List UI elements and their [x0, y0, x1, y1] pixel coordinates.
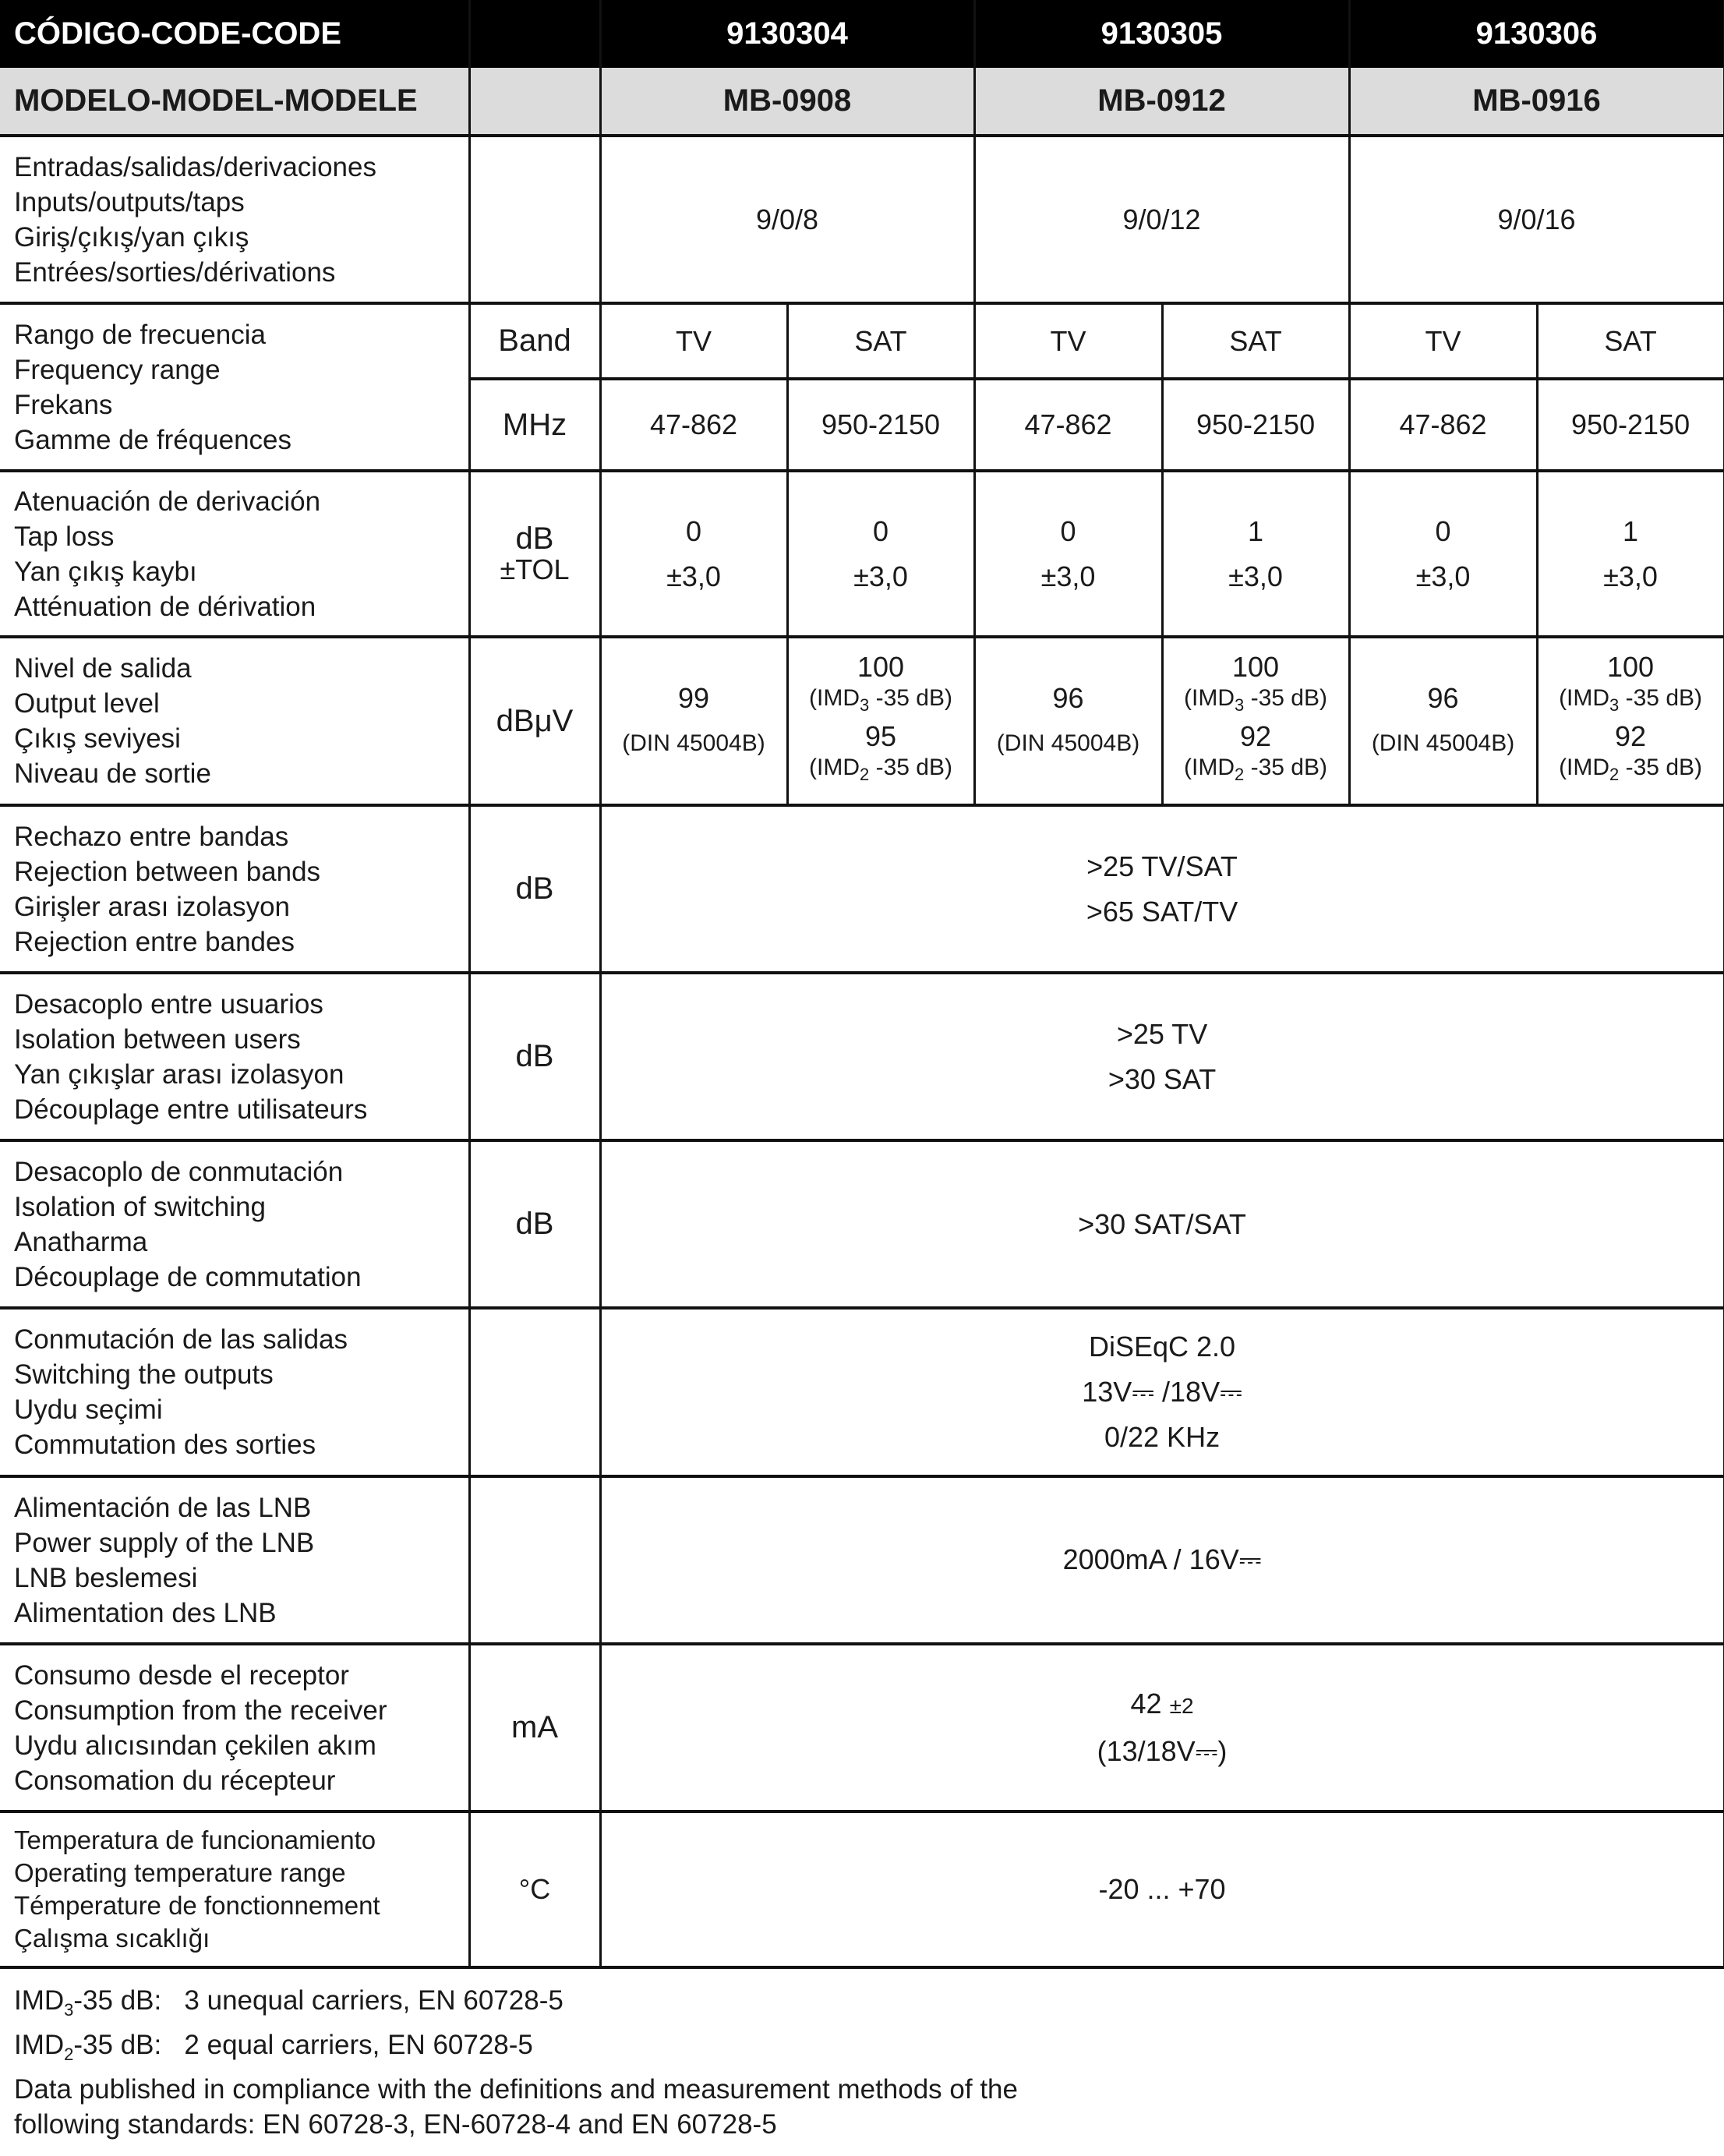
isolation-row — [0, 973, 1724, 1140]
model-3: MB-0916 — [1349, 68, 1724, 136]
unit-cell: dB — [469, 1140, 600, 1308]
unit-cell: dB — [469, 973, 600, 1140]
unit-mhz: MHz — [469, 379, 600, 471]
row-label: Consumo desde el receptor Consumption from the receiver Uydu alıcısından çekilen akım Consomation du récepteur — [0, 1644, 469, 1811]
unit-cell: dB ±TOL — [469, 471, 600, 637]
range: 47-862 — [974, 379, 1162, 471]
unit-cell — [469, 1476, 600, 1644]
tv-output: 96 (DIN 45004B) — [1349, 637, 1537, 805]
isolation-value: >25 TV >30 SAT — [600, 973, 1724, 1140]
band: TV — [1349, 303, 1537, 379]
model-2: MB-0912 — [974, 68, 1349, 136]
code-row — [0, 0, 1724, 68]
model-row — [0, 68, 1724, 136]
rejection-row — [0, 805, 1724, 973]
freq-band-row — [0, 303, 1724, 379]
io-value: 9/0/12 — [974, 136, 1349, 303]
unit-cell: dBμV — [469, 637, 600, 805]
rejection-value: >25 TV/SAT >65 SAT/TV — [600, 805, 1724, 973]
tap-value: 0 ±3,0 — [787, 471, 974, 637]
range: 950-2150 — [1162, 379, 1349, 471]
row-label: Conmutación de las salidas Switching the outputs Uydu seçimi Commutation des sorties — [0, 1308, 469, 1476]
row-label: Alimentación de las LNB Power supply of the LNB LNB beslemesi Alimentation des LNB — [0, 1476, 469, 1644]
consumption-row — [0, 1644, 1724, 1811]
tap-value: 1 ±3,0 — [1537, 471, 1724, 637]
model-label: MODELO-MODEL-MODELE — [0, 68, 469, 136]
row-label: Desacoplo entre usuarios Isolation between users Yan çıkışlar arası izolasyon Découplage entre utilisateurs — [0, 973, 469, 1140]
switch-isolation-row — [0, 1140, 1724, 1308]
unit-cell: mA — [469, 1644, 600, 1811]
band: SAT — [787, 303, 974, 379]
row-label: Rango de frecuencia Frequency range Frekans Gamme de fréquences — [0, 303, 469, 471]
tv-output: 96 (DIN 45004B) — [974, 637, 1162, 805]
consumption-value: 42 ±2 (13/18V⎓) — [600, 1644, 1724, 1811]
tv-output: 99 (DIN 45004B) — [600, 637, 787, 805]
lnb-row — [0, 1476, 1724, 1644]
sat-output: 100 ($IMD_3$ -35 dB) 92 ($IMD_2$ -35 dB) — [1537, 637, 1724, 805]
blank-cell — [469, 0, 600, 68]
footnote-standards-cont: following standards: EN 60728-3, EN-60728-4 and EN 60728-5 — [14, 2109, 777, 2140]
unit-cell: dB — [469, 805, 600, 973]
tap-value: 0 ±3,0 — [974, 471, 1162, 637]
temperature-value: -20 ... +70 — [600, 1811, 1724, 1967]
switching-row — [0, 1308, 1724, 1476]
sat-output: 100 ($IMD_3$ -35 dB) 92 ($IMD_2$ -35 dB) — [1162, 637, 1349, 805]
row-label: Desacoplo de conmutación Isolation of switching Anatharma Découplage de commutation — [0, 1140, 469, 1308]
range: 950-2150 — [787, 379, 974, 471]
unit-cell: °C — [469, 1811, 600, 1967]
model-1: MB-0908 — [600, 68, 974, 136]
row-label: Entradas/salidas/derivaciones Inputs/outputs/taps Giriş/çıkış/yan çıkış Entrées/sorties/dérivations — [0, 136, 469, 303]
output-level-row — [0, 637, 1724, 805]
code-9130305: 9130305 — [974, 0, 1349, 68]
range: 950-2150 — [1537, 379, 1724, 471]
tap-loss-row — [0, 471, 1724, 637]
lnb-value: 2000mA / 16V⎓ — [600, 1476, 1724, 1644]
tap-value: 0 ±3,0 — [1349, 471, 1537, 637]
switching-value: DiSEqC 2.0 13V⎓ /18V⎓ 0/22 KHz — [600, 1308, 1724, 1476]
io-value: 9/0/16 — [1349, 136, 1724, 303]
band: SAT — [1537, 303, 1724, 379]
io-value: 9/0/8 — [600, 136, 974, 303]
switch-isolation-value: >30 SAT/SAT — [600, 1140, 1724, 1308]
footnotes — [0, 1969, 1724, 2156]
footnote-imd2: $IMD_2-35$ dB: 2 equal carriers, EN 60728-5 — [14, 2030, 533, 2064]
row-label: Atenuación de derivación Tap loss Yan çıkış kaybı Atténuation de dérivation — [0, 471, 469, 637]
row-label: Nivel de salida Output level Çıkış seviyesi Niveau de sortie — [0, 637, 469, 805]
row-label: Temperatura de funcionamiento Operating temperature range Témperature de fonctionnement Çalışma sıcaklığı — [0, 1811, 469, 1967]
io-row — [0, 136, 1724, 303]
band: TV — [600, 303, 787, 379]
tap-value: 0 ±3,0 — [600, 471, 787, 637]
row-label: Rechazo entre bandas Rejection between bands Girişler arası izolasyon Rejection entre bandes — [0, 805, 469, 973]
band: TV — [974, 303, 1162, 379]
range: 47-862 — [1349, 379, 1537, 471]
range: 47-862 — [600, 379, 787, 471]
unit-band: Band — [469, 303, 600, 379]
code-9130306: 9130306 — [1349, 0, 1724, 68]
sat-output: 100 ($IMD_3$ -35 dB) 95 ($IMD_2$ -35 dB) — [787, 637, 974, 805]
band: SAT — [1162, 303, 1349, 379]
code-9130304: 9130304 — [600, 0, 974, 68]
tap-value: 1 ±3,0 — [1162, 471, 1349, 637]
footnote-standards: Data published in compliance with the definitions and measurement methods of the — [14, 2074, 1018, 2105]
temperature-row — [0, 1811, 1724, 1967]
code-label: CÓDIGO-CODE-CODE — [0, 0, 469, 68]
footnote-imd3: $IMD_3-35$ dB: 3 unequal carriers, EN 60728-5 — [14, 1985, 563, 2020]
unit-cell — [469, 136, 600, 303]
blank-cell — [469, 68, 600, 136]
unit-cell — [469, 1308, 600, 1476]
